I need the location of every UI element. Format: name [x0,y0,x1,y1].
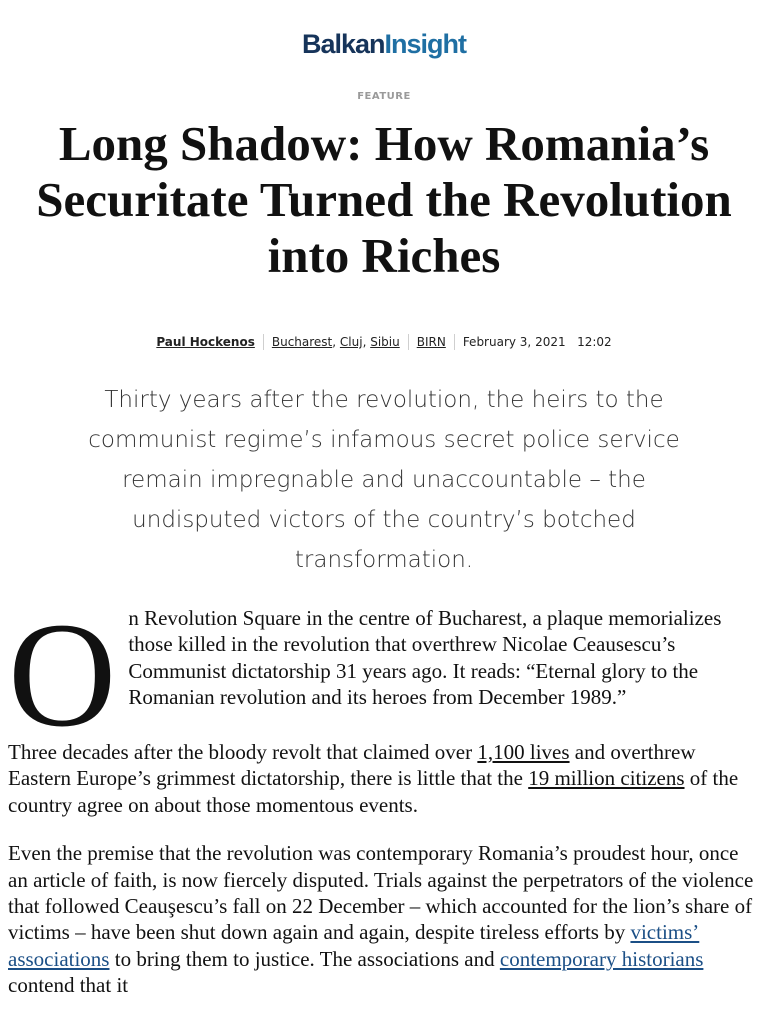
link-19-million-citizens[interactable]: 19 million citizens [528,766,685,791]
logo-text-insight: Insight [384,29,467,59]
location-link-bucharest[interactable]: Bucharest [271,335,333,349]
paragraph-3 [8,840,758,998]
byline-author-segment [148,334,263,350]
byline [0,334,768,350]
byline-source-segment [408,334,454,350]
article-headline: Long Shadow: How Romania’s Securitate Turned the Revolution into Riches [36,116,732,283]
author-link[interactable]: Paul Hockenos [156,335,255,349]
link-victims-associations[interactable]: victims’ associations [8,920,700,971]
location-link-sibiu[interactable]: Sibiu [370,335,400,349]
paragraph-3-text-c: contend that it [8,973,129,998]
paragraph-3-text-b: to bring them to justice. The associations and [109,946,500,971]
link-contemporary-historians[interactable]: contemporary historians [499,946,704,971]
article-body [8,592,758,1021]
site-logo[interactable] [0,28,768,60]
paragraph-2 [8,739,758,818]
drop-cap: O [8,592,117,758]
publish-date: February 3, 2021 [462,335,566,349]
paragraph-2-text-c: of the country agree on about those momentous events. [8,766,739,817]
article-standfirst: Thirty years after the revolution, the heirs to the communist regime’s infamous secret police service remain impregnable and unaccountable – the undisputed victors of the country’s botched transformation. [88,387,680,573]
publish-time: 12:02 [577,335,612,349]
byline-locations-segment: Bucharest, Cluj, Sibiu [263,334,408,350]
paragraph-1-text: n Revolution Square in the centre of Bucharest, a plaque memorializes those killed in the revolution that overthrew Nicolae Ceausescu’s Communist dictatorship 31 years ago. It reads: “Eternal glory to the Romanian revolution and its heroes from December 1989.” [128,606,722,710]
paragraph-2-text-b: and overthrew Eastern Europe’s grimmest dictatorship, there is little that the [8,740,696,791]
article-category[interactable]: FEATURE [357,91,411,102]
source-link[interactable]: BIRN [416,335,446,349]
logo-text-balkan: Balkan [301,29,385,59]
byline-date-segment [454,334,620,350]
location-link-cluj[interactable]: Cluj [339,335,363,349]
paragraph-3-text-a: Even the premise that the revolution was contemporary Romania’s proudest hour, once an article of faith, is now fiercely disputed. Trials against the perpetrators of the violence that followed Ceauşescu’s fall on 22 December – which accounted for the lion’s share of victims – have been shut down again and again, despite tireless efforts by [8,841,754,945]
link-1100-lives[interactable]: 1,100 lives [477,740,570,764]
paragraph-2-text-a: Three decades after the bloody revolt that claimed over [8,740,478,764]
